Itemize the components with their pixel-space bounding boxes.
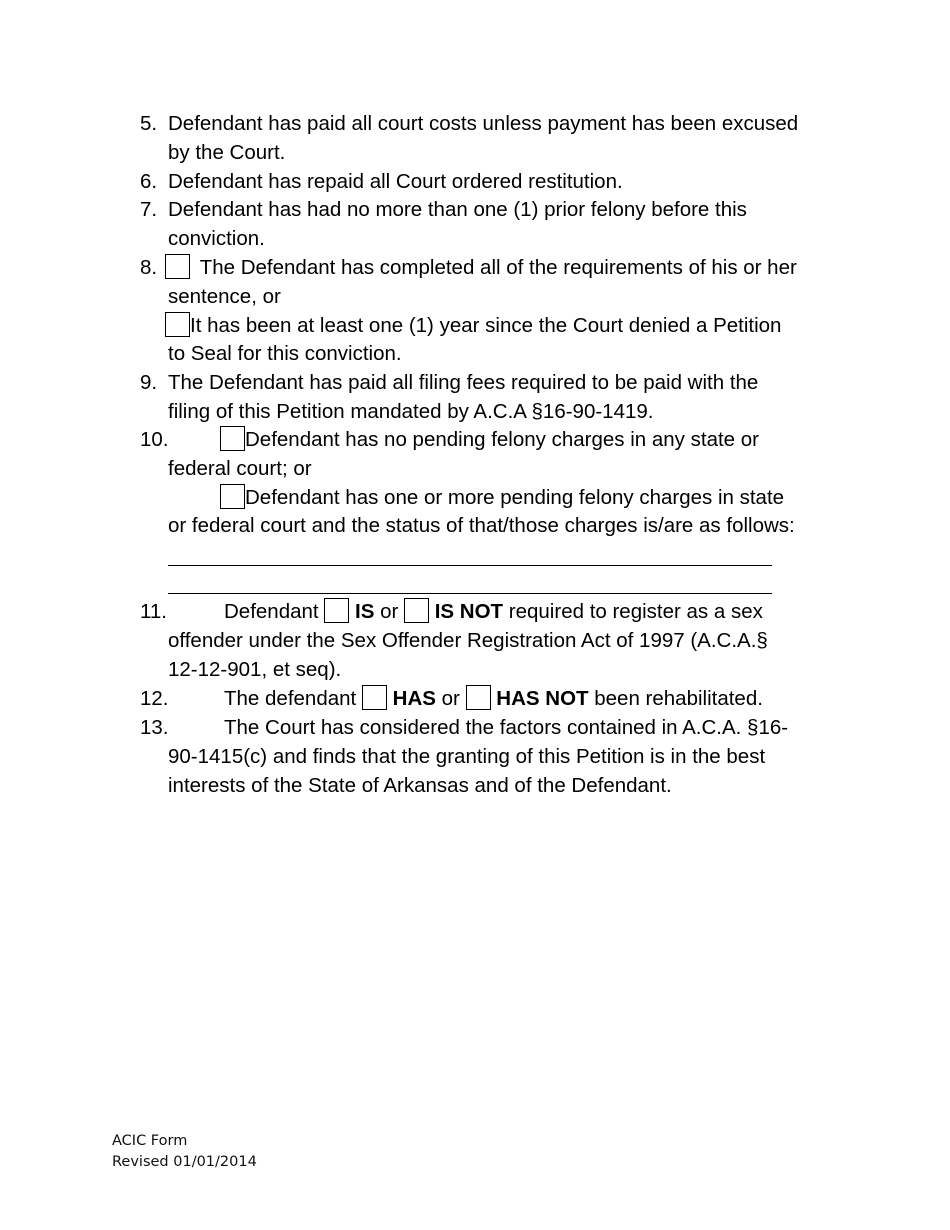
item-text: sentence, or [168, 284, 281, 308]
pending-felony-checkbox[interactable] [220, 484, 245, 509]
or-label: or [380, 600, 399, 623]
item-12 [140, 685, 840, 714]
item-text: conviction. [168, 226, 265, 250]
item-number: 5. [140, 112, 158, 135]
item-text: The Court has considered the factors contained in A.C.A. §16- [224, 716, 789, 739]
is-not-required-checkbox[interactable] [404, 598, 429, 623]
is-not-label: IS NOT [434, 600, 504, 623]
item-text: offender under the Sex Offender Registration Act of 1997 (A.C.A.§ [168, 628, 768, 652]
has-rehabilitated-checkbox[interactable] [362, 685, 387, 710]
item-5 [140, 110, 840, 168]
item-text: filing of this Petition mandated by A.C.A §16-90-1419. [168, 399, 654, 423]
item-number: 9. [140, 371, 158, 394]
item-text: to Seal for this conviction. [168, 342, 402, 366]
prior-petition-denied-checkbox[interactable] [165, 312, 190, 337]
item-number: 6. [140, 170, 158, 193]
charges-status-line-2[interactable] [168, 593, 772, 594]
item-text: been rehabilitated. [594, 687, 763, 710]
item-7 [140, 196, 840, 254]
item-number: 12. [140, 687, 169, 710]
item-9 [140, 369, 840, 427]
has-label: HAS [392, 687, 436, 710]
item-number: 7. [140, 198, 158, 221]
or-label: or [441, 687, 460, 710]
item-text: The defendant [224, 687, 357, 710]
has-not-label: HAS NOT [496, 687, 589, 710]
item-8 [140, 254, 840, 369]
revision-date: Revised 01/01/2014 [112, 1154, 257, 1170]
item-text: Defendant has no pending felony charges in any state or [245, 428, 759, 451]
is-label: IS [355, 600, 375, 623]
form-name: ACIC Form [112, 1133, 188, 1149]
item-text: 12-12-901, et seq). [168, 657, 342, 681]
item-text: Defendant has had no more than one (1) prior felony before this [168, 198, 747, 221]
item-text: Defendant has one or more pending felony charges in state [245, 485, 785, 509]
item-number: 8. [140, 256, 158, 279]
item-10 [140, 426, 840, 541]
item-text: The Defendant has paid all filing fees required to be paid with the [168, 371, 759, 394]
item-text: by the Court. [168, 140, 286, 164]
item-text: required to register as a sex [508, 600, 763, 623]
item-6 [140, 168, 840, 197]
item-text: Defendant has repaid all Court ordered restitution. [168, 170, 623, 193]
item-number: 13. [140, 716, 169, 739]
no-pending-felony-checkbox[interactable] [220, 426, 245, 451]
item-text: The Defendant has completed all of the requirements of his or her [199, 256, 797, 279]
item-text: or federal court and the status of that/those charges is/are as follows: [168, 514, 795, 538]
item-number: 11. [140, 600, 167, 623]
item-11 [140, 598, 840, 684]
completed-requirements-checkbox[interactable] [165, 254, 190, 279]
is-required-checkbox[interactable] [324, 598, 349, 623]
item-13 [140, 714, 840, 800]
item-text: It has been at least one (1) year since the Court denied a Petition [190, 313, 782, 337]
item-text: Defendant [224, 600, 319, 623]
charges-status-line-1[interactable] [168, 565, 772, 566]
has-not-rehabilitated-checkbox[interactable] [466, 685, 491, 710]
item-text: 90-1415(c) and finds that the granting of this Petition is in the best [168, 744, 766, 768]
form-footer [112, 1131, 257, 1173]
item-number: 10. [140, 428, 169, 451]
item-text: interests of the State of Arkansas and of the Defendant. [168, 773, 672, 797]
item-text: federal court; or [168, 456, 312, 480]
item-text: Defendant has paid all court costs unless payment has been excused [168, 112, 799, 135]
